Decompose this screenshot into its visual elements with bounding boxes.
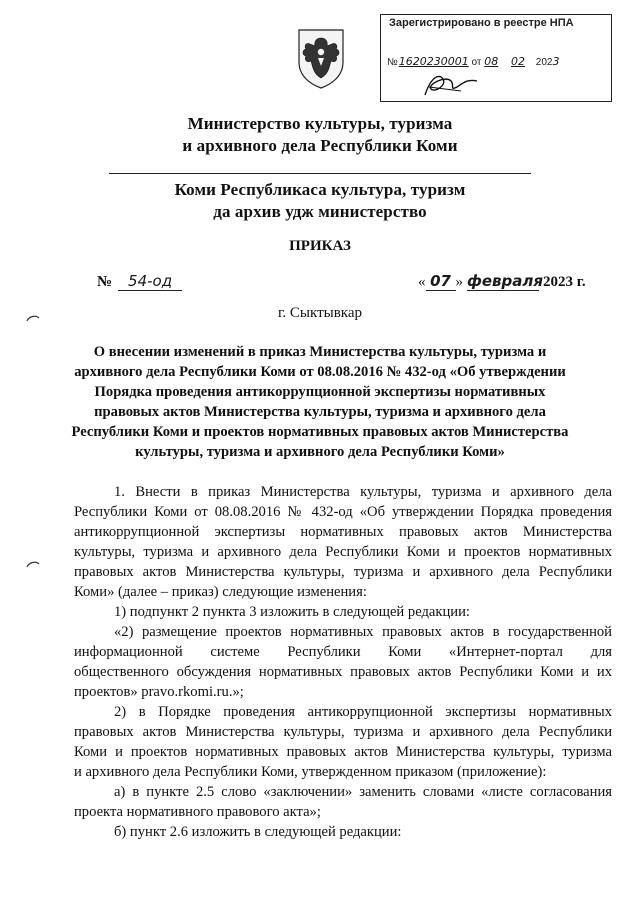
ministry-name-ru-line-1: Министерство культуры, туризма: [187, 114, 453, 133]
stamp-no-label: №: [387, 57, 398, 68]
order-number: [97, 272, 182, 291]
stamp-from-label: от: [471, 57, 482, 68]
body-line: Республики Коми от 08.08.2016 № 432-од «Об утверждении Порядка проведения: [74, 504, 612, 520]
stamp-number: 1620230001: [398, 55, 469, 68]
komi-emblem-icon: [296, 28, 346, 90]
order-date: [418, 272, 586, 291]
order-title-line: правовых актов Министерства культуры, туризма и архивного дела: [94, 404, 546, 420]
registry-stamp: [380, 14, 612, 102]
stamp-day: 08: [484, 55, 499, 68]
body-line: Коми и проектов нормативных правовых актов Министерства культуры, туризма: [74, 744, 612, 760]
margin-mark: [26, 314, 40, 322]
order-number-label: №: [97, 274, 113, 290]
stamp-title: Зарегистрировано в реестре НПА: [389, 17, 574, 29]
stamp-month: 02: [511, 55, 525, 68]
body-line: информационной системе Республики Коми «Интернет-портал для: [74, 644, 612, 660]
order-city: г. Сыктывкар: [277, 305, 363, 321]
body-line: культуры, туризма и архивного дела Республики Коми и проектов нормативных: [74, 544, 612, 560]
stamp-year-prefix: 202: [535, 57, 553, 68]
order-date-year: 2023 г.: [543, 274, 586, 290]
order-date-open-quote: «: [418, 274, 426, 290]
order-title-line: архивного дела Республики Коми от 08.08.2016 № 432-од «Об утверждении: [74, 364, 566, 380]
body-line: Коми» (далее – приказ) следующие изменения:: [74, 584, 367, 600]
body-line: 2) в Порядке проведения антикоррупционной экспертизы нормативных: [114, 704, 612, 720]
order-date-day: 07: [426, 272, 456, 291]
body-line: 1. Внести в приказ Министерства культуры, туризма и архивного дела: [114, 484, 612, 500]
body-line: общественного обсуждения нормативных правовых актов Республики Коми и их: [74, 664, 612, 680]
order-heading: ПРИКАЗ: [289, 238, 351, 254]
stamp-registration-row: [387, 55, 559, 68]
header-divider: [109, 173, 531, 174]
ministry-name-ru-line-2: и архивного дела Республики Коми: [182, 136, 458, 155]
body-line: правовых актов Министерства культуры, туризма и архивного дела Республики: [74, 564, 612, 580]
order-title-line: Порядка проведения антикоррупционной экспертизы нормативных: [94, 384, 546, 400]
margin-mark: [26, 560, 40, 568]
body-line: правовых актов Министерства культуры, туризма и архивного дела Республики: [74, 724, 612, 740]
order-title-line: Республики Коми и проектов нормативных правовых актов Министерства: [71, 424, 569, 440]
body-line: и архивного дела Республики Коми, утвержденном приказом (приложение):: [74, 764, 547, 780]
body-line: «2) размещение проектов нормативных правовых актов в государственной: [114, 624, 612, 640]
order-number-value: 54-од: [118, 272, 182, 291]
order-title-line: культуры, туризма и архивного дела Республики Коми»: [135, 444, 505, 460]
order-date-month: февраля: [467, 272, 544, 290]
body-line: антикоррупционной экспертизы нормативных правовых актов Министерства: [74, 524, 612, 540]
body-line: а) в пункте 2.5 слово «заключении» заменить словами «листе согласования: [114, 784, 612, 800]
stamp-year-suffix: 3: [552, 55, 560, 68]
order-title-line: О внесении изменений в приказ Министерства культуры, туризма и: [93, 344, 547, 360]
order-date-close-quote: »: [455, 274, 463, 290]
body-line: б) пункт 2.6 изложить в следующей редакции:: [114, 824, 402, 840]
ministry-name-komi-line-1: Коми Республикаса культура, туризм: [174, 180, 466, 199]
stamp-signature: [421, 69, 481, 101]
ministry-name-komi-line-2: да архив удж министерство: [213, 202, 427, 221]
body-line: проектов» pravo.rkomi.ru.»;: [74, 684, 244, 700]
body-line: проекта нормативного правового акта»;: [74, 804, 321, 820]
body-line: 1) подпункт 2 пункта 3 изложить в следующей редакции:: [114, 604, 470, 620]
